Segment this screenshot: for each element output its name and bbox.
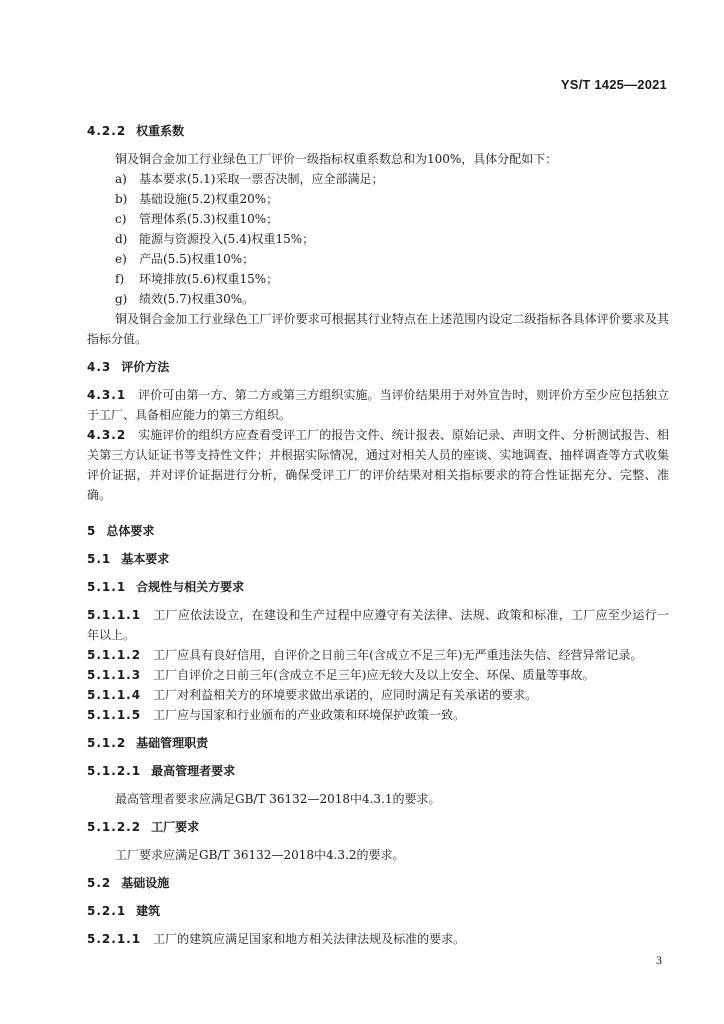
- list-item: [115, 189, 669, 209]
- top-management-requirement-text: 最高管理者要求应满足GB/T 36132—2018中4.3.1的要求。: [115, 792, 441, 806]
- list-item-text: 能源与资源投入(5.4)权重15%；: [139, 232, 315, 246]
- section-title: 建筑: [136, 904, 161, 918]
- clause-number: 5.2.1.1: [87, 932, 142, 946]
- clause-5-1-1-3: [87, 665, 669, 685]
- clause-text: 评价可由第一方、第二方或第三方组织实施。当评价结果用于对外宣告时，则评价方至少应包括独立于工厂、具备相应能力的第三方组织。: [87, 388, 669, 422]
- section-number: 5.1.2.1: [87, 764, 142, 778]
- list-marker: b): [115, 192, 128, 206]
- page-number: 3: [656, 953, 662, 967]
- section-number: 5.1.1: [87, 580, 127, 594]
- section-5-2-1-heading: [87, 901, 669, 921]
- standard-code: YS/T 1425—2021: [560, 77, 667, 92]
- clause-text: 实施评价的组织方应查看受评工厂的报告文件、统计报表、原始记录、声明文件、分析测试报告、相关第三方认证证书等支持性文件；并根据实际情况，通过对相关人员的座谈、实地调查、抽样调查等方式收集评价证据，并对评价证据进行分析，确保受评工厂的评价结果对相关指标要求的符合性证据充分、完整、准确。: [87, 428, 669, 502]
- weight-outro-paragraph: 铜及铜合金加工行业绿色工厂评价要求可根据其行业特点在上述范围内设定二级指标各具体评价要求及其指标分值。: [87, 312, 669, 346]
- list-item: [115, 229, 669, 249]
- section-title: 合规性与相关方要求: [136, 580, 245, 594]
- section-title: 基本要求: [121, 552, 170, 566]
- clause-text: 工厂应依法设立，在建设和生产过程中应遵守有关法律、法规、政策和标准，工厂应至少运行一年以上。: [87, 608, 669, 642]
- clause-text: 工厂对利益相关方的环境要求做出承诺的，应同时满足有关承诺的要求。: [153, 688, 538, 702]
- section-number: 5.1: [87, 552, 112, 566]
- list-item-text: 管理体系(5.3)权重10%；: [139, 212, 279, 226]
- section-5-2-heading: [87, 873, 669, 893]
- section-5-1-heading: [87, 549, 669, 569]
- list-item-text: 基本要求(5.1)采取一票否决制，应全部满足；: [139, 172, 384, 186]
- clause-5-1-1-1: [87, 605, 669, 645]
- weight-list: [87, 169, 669, 309]
- section-number: 5.1.2.2: [87, 820, 142, 834]
- section-title: 基础管理职责: [136, 736, 209, 750]
- list-marker: g): [115, 292, 128, 306]
- list-marker: e): [115, 252, 127, 266]
- clause-text: 工厂自评价之日前三年(含成立不足三年)应无较大及以上安全、环保、质量等事故。: [153, 668, 595, 682]
- chapter-5-heading: [87, 521, 669, 541]
- clause-5-1-1-5: [87, 705, 669, 725]
- clause-5-1-1-2: [87, 645, 669, 665]
- section-4-2-2-heading: [87, 121, 669, 141]
- clause-number: 5.1.1.2: [87, 648, 142, 662]
- list-item-text: 产品(5.5)权重10%；: [139, 252, 255, 266]
- section-number: 5: [87, 524, 97, 538]
- list-marker: f): [115, 272, 125, 286]
- list-marker: a): [115, 172, 127, 186]
- list-marker: c): [115, 212, 127, 226]
- list-item: [115, 169, 669, 189]
- section-title: 基础设施: [121, 876, 170, 890]
- clause-text: 工厂应具有良好信用，自评价之日前三年(含成立不足三年)无严重违法失信、经营异常记录。: [153, 648, 643, 662]
- clause-5-1-1-4: [87, 685, 669, 705]
- list-marker: d): [115, 232, 128, 246]
- list-item: [115, 289, 669, 309]
- list-item-text: 基础设施(5.2)权重20%；: [139, 192, 279, 206]
- clause-4-3-1: [87, 385, 669, 425]
- section-title: 工厂要求: [151, 820, 200, 834]
- list-item-text: 环境排放(5.6)权重15%；: [139, 272, 279, 286]
- section-5-1-1-heading: [87, 577, 669, 597]
- section-title: 总体要求: [106, 524, 155, 538]
- clause-number: 4.3.2: [87, 428, 127, 442]
- section-number: 4.3: [87, 360, 112, 374]
- section-4-3-heading: [87, 357, 669, 377]
- clause-number: 5.1.1.3: [87, 668, 142, 682]
- list-item: [115, 269, 669, 289]
- clause-4-3-2: [87, 425, 669, 505]
- section-number: 5.2: [87, 876, 112, 890]
- section-title: 评价方法: [121, 360, 170, 374]
- section-5-1-2-heading: [87, 733, 669, 753]
- clause-number: 4.3.1: [87, 388, 127, 402]
- section-number: 4.2.2: [87, 124, 127, 138]
- section-title: 权重系数: [136, 124, 185, 138]
- section-title: 最高管理者要求: [151, 764, 236, 778]
- clause-text: 工厂的建筑应满足国家和地方相关法律法规及标准的要求。: [153, 932, 466, 946]
- clause-5-2-1-1: [87, 929, 669, 949]
- section-5-1-2-1-heading: [87, 761, 669, 781]
- section-5-1-2-2-heading: [87, 817, 669, 837]
- clause-text: 工厂应与国家和行业颁布的产业政策和环境保护政策一致。: [153, 708, 466, 722]
- list-item-text: 绩效(5.7)权重30%。: [139, 292, 255, 306]
- factory-requirement-text: 工厂要求应满足GB/T 36132—2018中4.3.2的要求。: [115, 848, 405, 862]
- document-body: [87, 121, 669, 949]
- clause-number: 5.1.1.4: [87, 688, 142, 702]
- list-item: [115, 249, 669, 269]
- clause-number: 5.1.1.5: [87, 708, 142, 722]
- section-number: 5.2.1: [87, 904, 127, 918]
- section-number: 5.1.2: [87, 736, 127, 750]
- weight-intro-paragraph: 铜及铜合金加工行业绿色工厂评价一级指标权重系数总和为100%，具体分配如下：: [115, 152, 558, 166]
- list-item: [115, 209, 669, 229]
- clause-number: 5.1.1.1: [87, 608, 142, 622]
